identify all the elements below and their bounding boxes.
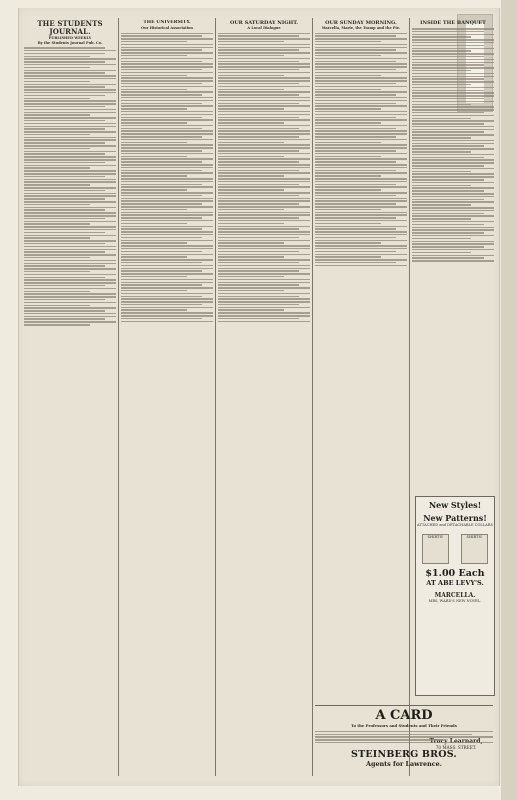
masthead-subtitle: PUBLISHED WEEKLY: [48, 36, 92, 40]
column-divider-2: [215, 18, 216, 776]
ad-title-secondary: New Patterns!: [423, 513, 487, 523]
sunday-heading: OUR SUNDAY MORNING.: [325, 20, 397, 26]
saturday-subheading: A Local Dialogue: [247, 26, 281, 30]
column-2-text: [121, 33, 213, 323]
masthead-title: THE STUDENTS JOURNAL.: [37, 20, 103, 36]
column-divider-4: [409, 18, 410, 776]
marcella-title: MARCELLA.: [434, 591, 476, 599]
ad-detail: ATTACHED and DETACHABLE COLLARS: [417, 523, 493, 527]
ad-price: $1.00 Each: [425, 567, 485, 579]
card-subtitle: To the Professors and Students and Their Friends: [351, 723, 457, 728]
card-agent: Agents for Lawrence.: [366, 760, 442, 769]
card-body: [315, 731, 493, 744]
card-advertisement: [315, 705, 493, 791]
ad-title: New Styles!: [428, 500, 482, 510]
newspaper-page: [18, 8, 500, 786]
marcella-subtitle: MRS. WARD'S NEW NOVEL.: [428, 598, 482, 603]
shirt-icon: SHIRTS!: [461, 534, 488, 564]
university-heading: THE UNIVERSITY.: [143, 20, 191, 25]
ad-advertiser: AT ABE LEVY'S.: [426, 578, 484, 587]
column-5-text: [412, 28, 494, 262]
sunday-subheading: Marcella, Marie, the Tramp and the Pie.: [321, 26, 401, 30]
column-3: [218, 20, 310, 776]
banquet-heading: INSIDE THE BANQUET: [420, 20, 486, 26]
masthead-text: [24, 47, 116, 325]
shirts-advertisement: [415, 496, 495, 696]
shirt-icons: [422, 534, 488, 564]
card-title: A CARD: [375, 708, 433, 723]
masthead-publisher: By the Students Journal Pub. Co.: [37, 40, 103, 45]
shirt-icon: SHIRTS!: [422, 534, 449, 564]
column-3-text: [218, 33, 310, 323]
card-brand: STEINBERG BROS.: [351, 749, 457, 761]
column-divider-3: [312, 18, 313, 776]
column-divider-1: [118, 18, 119, 776]
column-2: [121, 20, 213, 776]
page-edge-shadow: [501, 0, 517, 800]
column-4: [315, 20, 407, 776]
column-1: [24, 20, 116, 776]
university-subheading: Our Historical Association: [141, 26, 193, 30]
column-4-text: [315, 33, 407, 267]
saturday-heading: OUR SATURDAY NIGHT.: [229, 20, 299, 26]
signature-address: 70 MASS. STREET.: [435, 745, 477, 750]
